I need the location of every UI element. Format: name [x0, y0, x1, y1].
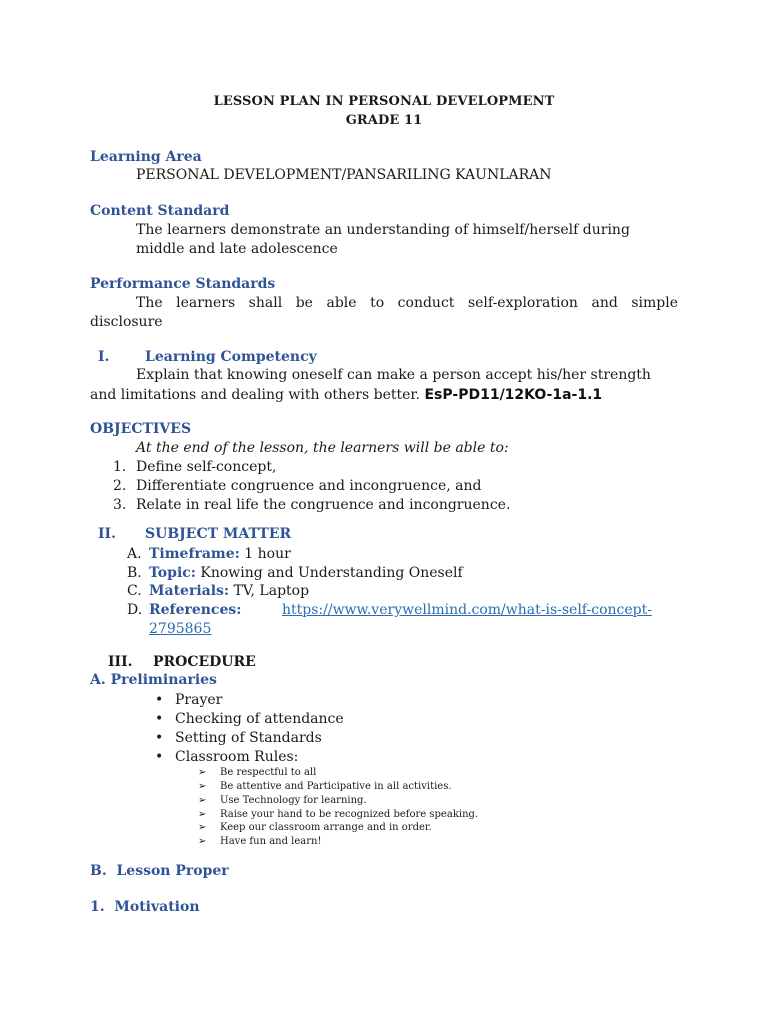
bullet-icon: •: [155, 692, 164, 708]
learning-competency-line2-text: and limitations and dealing with others better.: [90, 387, 421, 403]
topic-label: Topic:: [149, 565, 196, 581]
content-standard-line1: The learners demonstrate an understanding of himself/herself during: [136, 222, 630, 238]
subject-item-a-letter: A.: [127, 546, 142, 562]
section-numeral-ii: II.: [98, 526, 116, 542]
references-link[interactable]: https://www.verywellmind.com/what-is-self-concept-: [282, 602, 652, 618]
bullet-icon: •: [155, 730, 164, 746]
objective-item-2-num: 2.: [113, 478, 127, 494]
references-label: References:: [149, 602, 242, 618]
subject-item-c-letter: C.: [127, 583, 142, 599]
arrow-bullet-icon: ➢: [198, 809, 207, 820]
competency-code: EsP-PD11/12KO-1a-1.1: [424, 387, 603, 403]
classroom-rule: Be attentive and Participative in all activities.: [220, 781, 452, 792]
references-link-continued[interactable]: 2795865: [149, 621, 212, 637]
learning-competency-line1: Explain that knowing oneself can make a person accept his/her strength: [136, 367, 651, 383]
document-title: LESSON PLAN IN PERSONAL DEVELOPMENT: [213, 94, 555, 109]
objective-item-3-num: 3.: [113, 497, 127, 513]
classroom-rule: Raise your hand to be recognized before speaking.: [220, 809, 479, 820]
preliminary-item-attendance: Checking of attendance: [175, 711, 344, 727]
classroom-rule: Keep our classroom arrange and in order.: [220, 822, 432, 833]
arrow-bullet-icon: ➢: [198, 781, 207, 792]
classroom-rule: Use Technology for learning.: [220, 795, 367, 806]
subject-item-c: [149, 582, 309, 601]
materials-value: TV, Laptop: [233, 583, 310, 599]
subject-item-b: [149, 564, 463, 583]
preliminary-item-standards: Setting of Standards: [175, 730, 322, 746]
bullet-icon: •: [155, 711, 164, 727]
motivation-heading: 1. Motivation: [90, 899, 200, 915]
objective-item-3: Relate in real life the congruence and incongruence.: [136, 497, 511, 513]
learning-area-text: PERSONAL DEVELOPMENT/PANSARILING KAUNLARAN: [136, 167, 552, 183]
objective-item-1-num: 1.: [113, 459, 127, 475]
preliminary-item-prayer: Prayer: [175, 692, 223, 708]
content-standard-heading: Content Standard: [90, 203, 230, 219]
timeframe-label: Timeframe:: [149, 546, 240, 562]
topic-value: Knowing and Understanding Oneself: [200, 565, 463, 581]
subject-item-b-letter: B.: [127, 565, 142, 581]
document-subtitle: GRADE 11: [345, 113, 423, 128]
bullet-icon: •: [155, 749, 164, 765]
objective-item-2: Differentiate congruence and incongruence, and: [136, 478, 482, 494]
section-numeral-i: I.: [98, 349, 110, 365]
classroom-rule: Have fun and learn!: [220, 836, 322, 847]
preliminary-item-rules: Classroom Rules:: [175, 749, 299, 765]
learning-competency-line2: [90, 386, 602, 405]
procedure-heading: PROCEDURE: [153, 654, 256, 670]
performance-standards-heading: Performance Standards: [90, 276, 276, 292]
arrow-bullet-icon: ➢: [198, 767, 207, 778]
objectives-heading: OBJECTIVES: [90, 421, 192, 437]
subject-matter-heading: SUBJECT MATTER: [145, 526, 292, 542]
preliminaries-heading: A. Preliminaries: [90, 672, 217, 688]
learning-area-heading: Learning Area: [90, 149, 202, 165]
section-numeral-iii: III.: [108, 654, 133, 670]
materials-label: Materials:: [149, 583, 230, 599]
arrow-bullet-icon: ➢: [198, 795, 207, 806]
content-standard-line2: middle and late adolescence: [136, 241, 338, 257]
objective-item-1: Define self-concept,: [136, 459, 277, 475]
objectives-intro: At the end of the lesson, the learners will be able to:: [136, 440, 509, 456]
subject-item-a: [149, 545, 291, 564]
arrow-bullet-icon: ➢: [198, 836, 207, 847]
learning-competency-heading: Learning Competency: [145, 349, 317, 365]
timeframe-value: 1 hour: [244, 546, 291, 562]
classroom-rule: Be respectful to all: [220, 767, 317, 778]
lesson-proper-heading: B. Lesson Proper: [90, 863, 229, 879]
subject-item-d-letter: D.: [127, 602, 143, 618]
performance-standards-line1: The learners shall be able to conduct self-exploration and simple: [136, 295, 678, 311]
performance-standards-line2: disclosure: [90, 314, 163, 330]
arrow-bullet-icon: ➢: [198, 822, 207, 833]
